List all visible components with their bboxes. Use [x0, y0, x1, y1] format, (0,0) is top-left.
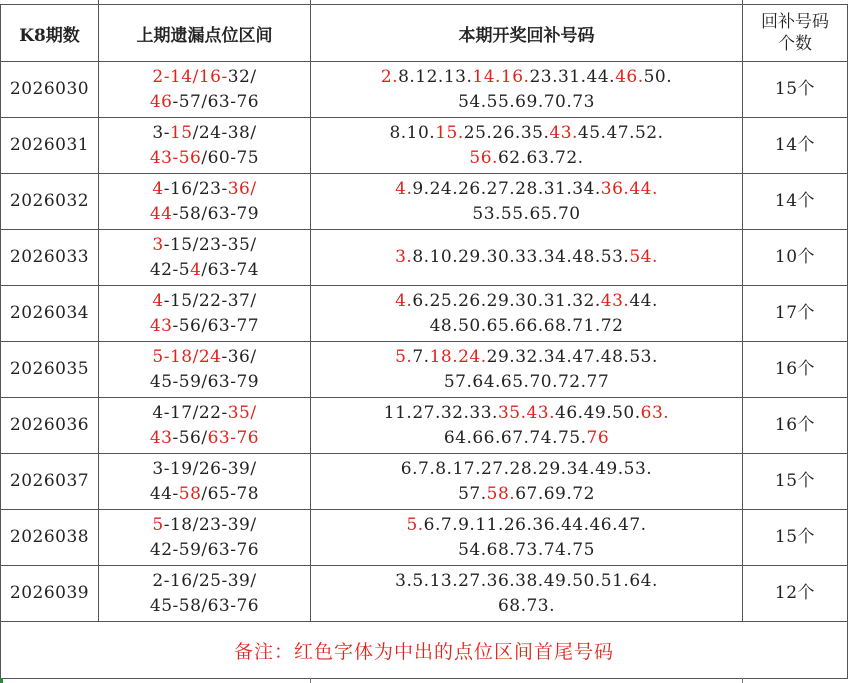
period-cell[interactable]: 2026034 — [1, 286, 99, 342]
count-cell[interactable]: 10个 — [743, 230, 848, 286]
highlight-number: 15 — [169, 122, 193, 143]
numbers-cell[interactable] — [311, 174, 743, 230]
number-text: 62.63.72. — [497, 147, 584, 168]
number-text: 7. — [412, 346, 430, 367]
table-row — [1, 398, 848, 454]
period-cell[interactable]: 2026038 — [1, 510, 99, 566]
number-text: 45-58/63-76 — [149, 595, 260, 616]
highlight-number: 58. — [486, 483, 516, 504]
highlight-number: 36.44. — [600, 178, 658, 199]
range-line — [99, 426, 310, 451]
number-text: 29.32.34.47.48.53. — [486, 346, 658, 367]
highlight-number: 3. — [395, 247, 413, 267]
number-text: 46.49.50. — [555, 402, 641, 423]
count-cell[interactable]: 12个 — [743, 566, 848, 622]
number-text: 64.66.67.74.75. — [443, 427, 587, 448]
range-line — [99, 513, 310, 538]
highlight-number: 43-56 — [149, 147, 202, 168]
table-row — [1, 454, 848, 510]
count-cell[interactable]: 17个 — [743, 286, 848, 342]
number-text: 3-19/26-39/ — [152, 458, 257, 479]
range-line — [99, 569, 310, 594]
period-cell[interactable]: 2026037 — [1, 454, 99, 510]
highlight-number: 35/ — [227, 402, 257, 423]
count-cell[interactable]: 14个 — [743, 118, 848, 174]
note-cell[interactable]: 备注：红色字体为中出的点位区间首尾号码 — [1, 622, 848, 679]
prev-range-cell[interactable] — [99, 454, 311, 510]
number-text: -15/23-35/ — [163, 234, 257, 255]
highlight-number: 14.16. — [472, 66, 530, 87]
highlight-number: 35.43. — [497, 402, 556, 423]
numbers-line — [311, 289, 742, 314]
header-count-line2: 个数 — [778, 34, 812, 54]
lottery-table — [0, 4, 848, 679]
range-line — [99, 314, 310, 339]
prev-range-cell[interactable] — [99, 510, 311, 566]
prev-range-cell[interactable] — [99, 286, 311, 342]
highlight-number: 56. — [469, 147, 498, 168]
numbers-cell[interactable] — [311, 342, 743, 398]
header-count[interactable] — [743, 5, 848, 62]
period-cell[interactable]: 2026031 — [1, 118, 99, 174]
highlight-number: 4 — [190, 259, 202, 280]
highlight-number: 63-76 — [207, 427, 260, 448]
number-text: -58/63-79 — [172, 203, 260, 224]
numbers-line — [311, 594, 742, 619]
note-row — [1, 622, 848, 679]
numbers-cell[interactable] — [311, 230, 743, 286]
numbers-cell[interactable] — [311, 398, 743, 454]
table-row — [1, 230, 848, 286]
number-text: 4-17/22- — [152, 402, 228, 423]
number-text: 54.68.73.74.75 — [458, 539, 595, 560]
highlight-number: 43 — [149, 315, 173, 336]
highlight-number: 43. — [600, 290, 630, 311]
number-text: 54.55.69.70.73 — [458, 91, 595, 112]
number-text: 44- — [149, 483, 179, 504]
numbers-cell[interactable] — [311, 286, 743, 342]
numbers-line — [311, 401, 742, 426]
table-row — [1, 286, 848, 342]
highlight-number: 2-14/16- — [152, 66, 228, 87]
number-text: 42-5 — [149, 259, 191, 280]
prev-range-cell[interactable] — [99, 118, 311, 174]
number-text: 44. — [629, 290, 658, 311]
next-row-edge — [0, 678, 849, 683]
period-cell[interactable]: 2026030 — [1, 62, 99, 118]
header-count-line1: 回补号码 — [761, 12, 829, 32]
period-cell[interactable]: 2026036 — [1, 398, 99, 454]
range-line — [99, 482, 310, 507]
numbers-cell[interactable] — [311, 62, 743, 118]
period-cell[interactable]: 2026035 — [1, 342, 99, 398]
highlight-number: 2. — [380, 66, 399, 87]
number-text: 6.25.26.29.30.31.32. — [412, 290, 601, 311]
range-line — [99, 594, 310, 619]
range-line — [99, 345, 310, 370]
period-cell[interactable]: 2026032 — [1, 174, 99, 230]
number-text: 8.10. — [389, 122, 436, 143]
number-text: /65-78 — [201, 483, 260, 504]
range-line — [99, 538, 310, 563]
range-line — [99, 90, 310, 115]
highlight-number: 5-18/24 — [152, 346, 222, 367]
range-line — [99, 258, 310, 283]
numbers-line — [311, 482, 742, 507]
count-cell[interactable]: 15个 — [743, 454, 848, 510]
number-text: 57. — [458, 483, 487, 504]
table-row — [1, 62, 848, 118]
number-text: 53.55.65.70 — [472, 203, 581, 224]
header-current-numbers[interactable]: 本期开奖回补号码 — [311, 5, 743, 62]
highlight-number: 76 — [586, 427, 610, 448]
highlight-number: 15. — [435, 122, 464, 143]
period-cell[interactable]: 2026039 — [1, 566, 99, 622]
number-text: 57.64.65.70.72.77 — [443, 371, 610, 392]
highlight-number: 44 — [149, 203, 173, 224]
table-row — [1, 342, 848, 398]
number-text: 3- — [152, 122, 170, 143]
range-line — [99, 65, 310, 90]
number-text: 48.50.65.66.68.71.72 — [429, 315, 624, 336]
prev-range-cell[interactable] — [99, 62, 311, 118]
highlight-number: 5. — [395, 346, 413, 367]
count-cell[interactable]: 16个 — [743, 342, 848, 398]
number-text: -15/22-37/ — [163, 290, 257, 311]
number-text: 9.24.26.27.28.31.34. — [412, 178, 601, 199]
numbers-line — [311, 314, 742, 339]
highlight-number: 58 — [178, 483, 202, 504]
highlight-number: 46. — [615, 66, 644, 87]
numbers-line — [311, 513, 742, 538]
numbers-line — [311, 538, 742, 563]
table-row — [1, 566, 848, 622]
numbers-line — [311, 121, 742, 146]
numbers-cell[interactable] — [311, 510, 743, 566]
number-text: -56/63-77 — [172, 315, 260, 336]
number-text: 2-16/25-39/ — [152, 570, 257, 591]
prev-range-cell[interactable] — [99, 174, 311, 230]
table-row — [1, 510, 848, 566]
prev-range-cell[interactable] — [99, 566, 311, 622]
range-line — [99, 233, 310, 258]
number-text: -56/ — [172, 427, 208, 448]
numbers-line — [311, 569, 742, 594]
number-text: 23.31.44. — [529, 66, 616, 87]
prev-range-cell[interactable] — [99, 230, 311, 286]
highlight-number: 46 — [149, 91, 173, 112]
highlight-number: 5 — [152, 514, 164, 535]
number-text: 6.7.9.11.26.36.44.46.47. — [423, 514, 647, 535]
table-row — [1, 118, 848, 174]
header-row — [1, 5, 848, 62]
number-text: 11.27.32.33. — [383, 402, 498, 423]
numbers-line — [311, 457, 742, 482]
prev-range-cell[interactable] — [99, 398, 311, 454]
table-body — [1, 62, 848, 622]
numbers-line — [311, 177, 742, 202]
count-cell[interactable]: 15个 — [743, 510, 848, 566]
number-text: 8.12.13. — [398, 66, 473, 87]
range-line — [99, 146, 310, 171]
number-text: 67.69.72 — [515, 483, 595, 504]
number-text: -36/ — [221, 346, 257, 367]
number-text: /60-75 — [201, 147, 260, 168]
number-text: -18/23-39/ — [163, 514, 257, 535]
highlight-number: 54. — [629, 247, 658, 267]
numbers-line — [311, 146, 742, 171]
count-cell[interactable]: 16个 — [743, 398, 848, 454]
number-text: 25.26.35. — [463, 122, 550, 143]
number-text: 50. — [643, 66, 673, 87]
prev-range-cell[interactable] — [99, 342, 311, 398]
numbers-line — [311, 90, 742, 115]
highlight-number: 63. — [640, 402, 670, 423]
highlight-number: 4. — [395, 178, 413, 199]
number-text: /63-74 — [201, 259, 260, 280]
highlight-number: 4. — [395, 290, 413, 311]
number-text: 32/ — [227, 66, 257, 87]
number-text: 8.10.29.30.33.34.48.53. — [412, 247, 630, 267]
number-text: -16/23- — [163, 178, 228, 199]
number-text: 68.73. — [497, 595, 556, 616]
highlight-number: 5. — [406, 514, 424, 535]
range-line — [99, 177, 310, 202]
highlight-number: 3 — [152, 234, 164, 255]
highlight-number: 4 — [152, 178, 164, 199]
range-line — [99, 457, 310, 482]
table-row — [1, 174, 848, 230]
range-line — [99, 289, 310, 314]
numbers-line — [311, 370, 742, 395]
numbers-line — [311, 426, 742, 451]
highlight-number: 4 — [152, 290, 164, 311]
highlight-number: 18.24. — [429, 346, 487, 367]
highlight-number: 43. — [549, 122, 578, 143]
number-text: 45-59/63-79 — [149, 371, 260, 392]
range-line — [99, 121, 310, 146]
numbers-line — [311, 345, 742, 370]
highlight-number: 43 — [149, 427, 173, 448]
count-cell[interactable]: 15个 — [743, 62, 848, 118]
cell-cursor-marker — [0, 678, 3, 683]
period-cell[interactable]: 2026033 — [1, 230, 99, 286]
header-prev-range[interactable]: 上期遗漏点位区间 — [99, 5, 311, 62]
number-text: 45.47.52. — [577, 122, 664, 143]
number-text: -57/63-76 — [172, 91, 260, 112]
number-text: /24-38/ — [192, 122, 257, 143]
numbers-line — [311, 65, 742, 90]
count-cell[interactable]: 14个 — [743, 174, 848, 230]
number-text: 6.7.8.17.27.28.29.34.49.53. — [400, 458, 653, 479]
range-line — [99, 401, 310, 426]
numbers-cell[interactable] — [311, 454, 743, 510]
numbers-cell[interactable] — [311, 118, 743, 174]
highlight-number: 36/ — [227, 178, 257, 199]
numbers-line — [311, 202, 742, 227]
range-line — [99, 370, 310, 395]
number-text: 42-59/63-76 — [149, 539, 260, 560]
range-line — [99, 202, 310, 227]
numbers-cell[interactable] — [311, 566, 743, 622]
number-text: 3.5.13.27.36.38.49.50.51.64. — [395, 570, 658, 591]
numbers-line — [311, 245, 742, 270]
header-period[interactable]: K8期数 — [1, 5, 99, 62]
